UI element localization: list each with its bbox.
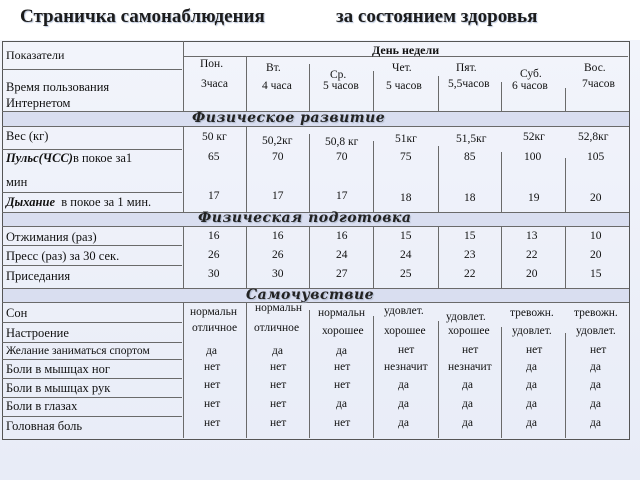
mood-wed: хорошее: [322, 325, 364, 337]
pushups-tue: 16: [272, 230, 284, 242]
breath-fri: 18: [464, 192, 476, 204]
eyes-fri: да: [462, 398, 473, 410]
day-sat: Суб.: [520, 68, 542, 80]
arms-thu: да: [398, 379, 409, 391]
mood-sun: удовлет.: [576, 325, 616, 337]
legs-wed: нет: [334, 361, 351, 373]
eyes-sun: да: [590, 398, 601, 410]
desire-sat: нет: [526, 344, 543, 356]
internet-fri: 5,5часов: [448, 78, 490, 90]
press-wed: 24: [336, 249, 348, 261]
head-mon: нет: [204, 417, 221, 429]
breath-label-bold: Дыхание: [6, 195, 55, 209]
internet-sun: 7часов: [582, 78, 615, 90]
press-mon: 26: [208, 249, 220, 261]
head-sat: да: [526, 417, 537, 429]
title-part-2: за состоянием здоровья: [336, 6, 538, 27]
pulse-mon: 65: [208, 151, 220, 163]
pulse-thu: 75: [400, 151, 412, 163]
eyes-pain-label: Боли в глазах: [6, 399, 78, 413]
squats-tue: 30: [272, 268, 284, 280]
pushups-thu: 15: [400, 230, 412, 242]
head-wed: нет: [334, 417, 351, 429]
press-fri: 23: [464, 249, 476, 261]
arms-tue: нет: [270, 379, 287, 391]
internet-thu: 5 часов: [386, 80, 422, 92]
pushups-mon: 16: [208, 230, 220, 242]
pulse-tue: 70: [272, 151, 284, 163]
desire-wed: да: [336, 345, 347, 357]
internet-mon: 3часа: [201, 78, 228, 90]
breath-tue: 17: [272, 190, 284, 202]
eyes-mon: нет: [204, 398, 221, 410]
weight-label: Вес (кг): [6, 129, 49, 143]
pushups-sat: 13: [526, 230, 538, 242]
internet-tue: 4 часа: [262, 80, 292, 92]
pushups-label: Отжимания (раз): [6, 230, 97, 244]
arms-sat: да: [526, 379, 537, 391]
squats-fri: 22: [464, 268, 476, 280]
legs-thu: незначит: [384, 361, 428, 373]
indicators-header: Показатели: [6, 48, 65, 62]
sleep-mon: нормальн: [190, 306, 238, 318]
legs-tue: нет: [270, 361, 287, 373]
mood-tue: отличное: [254, 322, 300, 334]
arms-fri: да: [462, 379, 473, 391]
pulse-label-bold: Пульс(ЧСС): [6, 151, 73, 165]
sleep-wed: нормальн: [318, 307, 366, 319]
day-sun: Вос.: [584, 62, 606, 74]
mood-label: Настроение: [6, 326, 69, 340]
weight-mon: 50 кг: [202, 131, 227, 143]
pulse-wed: 70: [336, 151, 348, 163]
eyes-wed: да: [336, 398, 347, 410]
squats-wed: 27: [336, 268, 348, 280]
eyes-thu: да: [398, 398, 409, 410]
arms-mon: нет: [204, 379, 221, 391]
arms-wed: нет: [334, 379, 351, 391]
pulse-fri: 85: [464, 151, 476, 163]
legs-sat: да: [526, 361, 537, 373]
press-sun: 20: [590, 249, 602, 261]
weight-fri: 51,5кг: [456, 133, 487, 145]
weight-sat: 52кг: [523, 131, 545, 143]
desire-mon: да: [206, 345, 217, 357]
squats-sat: 20: [526, 268, 538, 280]
mood-fri: хорошее: [448, 325, 490, 337]
section-physical-training: Физическая подготовка: [198, 210, 412, 226]
press-tue: 26: [272, 249, 284, 261]
day-wed: Ср.: [330, 69, 347, 81]
pulse-sun: 105: [587, 151, 605, 163]
arms-sun: да: [590, 379, 601, 391]
sleep-sat: тревожн.: [510, 307, 554, 319]
sleep-fri: удовлет.: [446, 311, 486, 323]
breath-sat: 19: [528, 192, 540, 204]
head-fri: да: [462, 417, 473, 429]
sleep-label: Сон: [6, 306, 28, 320]
head-thu: да: [398, 417, 409, 429]
breath-label-rest: в покое за 1 мин.: [61, 195, 152, 209]
sleep-thu: удовлет.: [384, 305, 424, 317]
pulse-label-rest: в покое за1: [72, 151, 133, 165]
pushups-sun: 10: [590, 230, 602, 242]
sleep-tue: нормальн: [255, 302, 303, 314]
page-title: [0, 0, 640, 40]
desire-fri: нет: [462, 344, 479, 356]
mood-mon: отличное: [192, 322, 238, 334]
internet-sat: 6 часов: [512, 80, 548, 92]
sleep-sun: тревожн.: [574, 307, 618, 319]
pushups-wed: 16: [336, 230, 348, 242]
legs-pain-label: Боли в мышцах ног: [6, 362, 110, 376]
press-sat: 22: [526, 249, 538, 261]
arms-pain-label: Боли в мышцах рук: [6, 381, 111, 395]
weight-thu: 51кг: [395, 133, 417, 145]
pushups-fri: 15: [464, 230, 476, 242]
weight-wed: 50,8 кг: [325, 136, 359, 148]
day-mon: Пон.: [200, 58, 224, 70]
squats-mon: 30: [208, 268, 220, 280]
head-tue: нет: [270, 417, 287, 429]
desire-label: Желание заниматься спортом: [6, 345, 150, 357]
legs-mon: нет: [204, 361, 221, 373]
day-of-week-header: День недели: [372, 43, 440, 57]
headache-label: Головная боль: [6, 419, 83, 433]
section-physical-development: Физическое развитие: [192, 110, 386, 126]
squats-sun: 15: [590, 268, 602, 280]
eyes-tue: нет: [270, 398, 287, 410]
mood-sat: удовлет.: [512, 325, 552, 337]
desire-tue: да: [272, 345, 283, 357]
breath-wed: 17: [336, 190, 348, 202]
day-thu: Чет.: [392, 62, 412, 74]
press-thu: 24: [400, 249, 412, 261]
pulse-label-min: мин: [6, 175, 28, 189]
pulse-sat: 100: [524, 151, 542, 163]
internet-wed: 5 часов: [323, 80, 359, 92]
day-fri: Пят.: [456, 62, 477, 74]
legs-fri: незначит: [448, 361, 492, 373]
breath-thu: 18: [400, 192, 412, 204]
squats-thu: 25: [400, 268, 412, 280]
weight-sun: 52,8кг: [578, 131, 609, 143]
breath-mon: 17: [208, 190, 220, 202]
weight-tue: 50,2кг: [262, 135, 293, 147]
head-sun: да: [590, 417, 601, 429]
breath-sun: 20: [590, 192, 602, 204]
day-tue: Вт.: [266, 62, 281, 74]
desire-thu: нет: [398, 344, 415, 356]
eyes-sat: да: [526, 398, 537, 410]
legs-sun: да: [590, 361, 601, 373]
squats-label: Приседания: [6, 269, 71, 283]
desire-sun: нет: [590, 344, 607, 356]
internet-time-label-2: Интернетом: [6, 96, 71, 110]
title-part-1: Страничка самонаблюдения: [20, 6, 265, 27]
mood-thu: хорошее: [384, 325, 426, 337]
section-wellbeing: Самочувствие: [246, 287, 375, 303]
press-label: Пресс (раз) за 30 сек.: [6, 249, 120, 263]
internet-time-label: Время пользования: [6, 80, 110, 94]
